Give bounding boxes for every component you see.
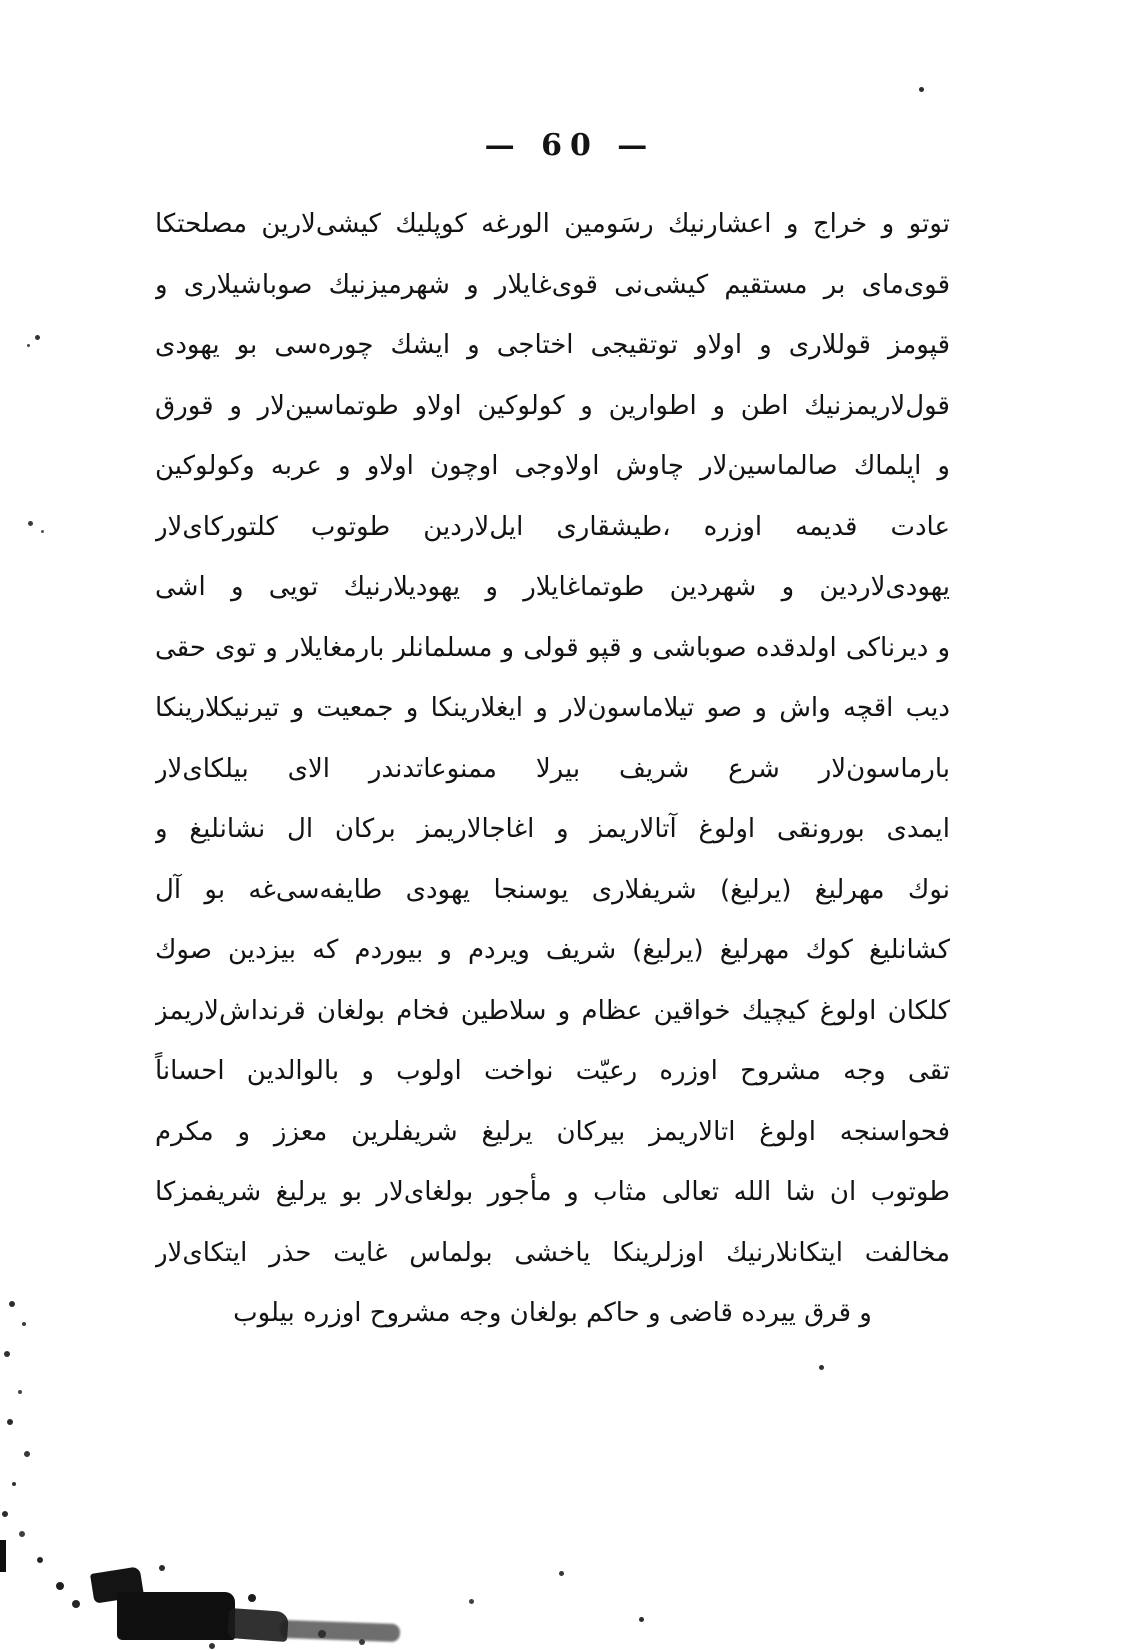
text-line: و قرق ييرده قاضى و حاكم بولغان وجه مشروح اوزره بيلوب: [233, 1298, 872, 1328]
text-line: عادت قديمه اوزره ،طيشقارى ايل‌لاردين طوتوب كلتوركاى‌لار: [155, 511, 950, 542]
scan-ink-bar: [0, 1540, 6, 1572]
text-line: توتو و خراج و اعشارنيك رسَومين الورغه كوپليك كيشى‌لارين مصلحتكا: [155, 209, 950, 239]
page-number: — 60 —: [484, 128, 656, 163]
text-line: قوى‌ماى بر مستقيم كيشى‌نى قوى‌غايلار و شهرميزنيك صوباشيلارى و: [155, 269, 950, 300]
text-line: تقى وجه مشروح اوزره رعيّت نواخت اولوب و بالوالدين احساناً: [155, 1056, 950, 1086]
text-line: ديب اقچه واش و صو تيلاماسون‌لار و ايغلارينكا و جمعيت و تيرنيكلارينكا: [155, 693, 950, 723]
text-line: نوك مهرليغ (يرليغ) شريفلارى يوسنجا يهودى طايفه‌سى‌غه بو آل: [155, 874, 950, 905]
text-line: فحواسنجه اولوغ اتالاريمز بيركان يرليغ شريفلرين معزز و مكرم: [155, 1116, 950, 1147]
text-line: ايمدى بورونقى اولوغ آتالاريمز و اغاجالاريمز بركان ال نشانليغ و: [155, 814, 950, 844]
text-line: كلكان اولوغ كيچيك خواقين عظام و سلاطين فخام بولغان قرنداش‌لاريمز: [155, 995, 950, 1026]
text-line: كشانليغ كوك مهرليغ (يرليغ) شريف ويردم و بيوردم كه بيزدين صوك: [155, 935, 950, 965]
scan-ink-blob: [227, 1608, 289, 1642]
scan-speckles: [0, 0, 4, 4]
text-line: و ايلماك صالماسين‌لار چاوش اولاوجى اوچون اولاو و عربه وكولوكين: [155, 451, 950, 481]
text-line: مخالفت ايتكانلارنيك اوزلرينكا ياخشى بولماس غايت حذر ايتكاى‌لار: [155, 1237, 950, 1268]
text-line: بارماسون‌لار شرع شريف بيرلا ممنوعاتدندر الاى بيلكاى‌لار: [155, 753, 950, 784]
scan-ink-smear: [280, 1620, 401, 1642]
body-text-block: [155, 194, 950, 1344]
scan-speckles: [0, 0, 3, 3]
scan-ink-blob: [117, 1592, 235, 1640]
text-line: و ديرناكى اولدقده صوباشى و قپو قولى و مسلمانلر بارمغايلار و توى حقى: [155, 632, 950, 663]
text-line: يهودى‌لاردين و شهردين طوتماغايلار و يهوديلارنيك تويى و اشى: [155, 572, 950, 602]
scan-ink-blob: [90, 1566, 144, 1603]
text-line: قول‌لاريمزنيك اطن و اطوارين و كولوكين اولاو طوتماسين‌لار و قورق: [155, 390, 950, 421]
text-line: قپومز قوللارى و اولاو توتقيجى اختاجى و ايشك چوره‌سى بو يهودى: [155, 330, 950, 360]
text-line: طوتوب ان شا الله تعالى مثاب و مأجور بولغاى‌لار بو يرليغ شريفمزكا: [155, 1177, 950, 1207]
